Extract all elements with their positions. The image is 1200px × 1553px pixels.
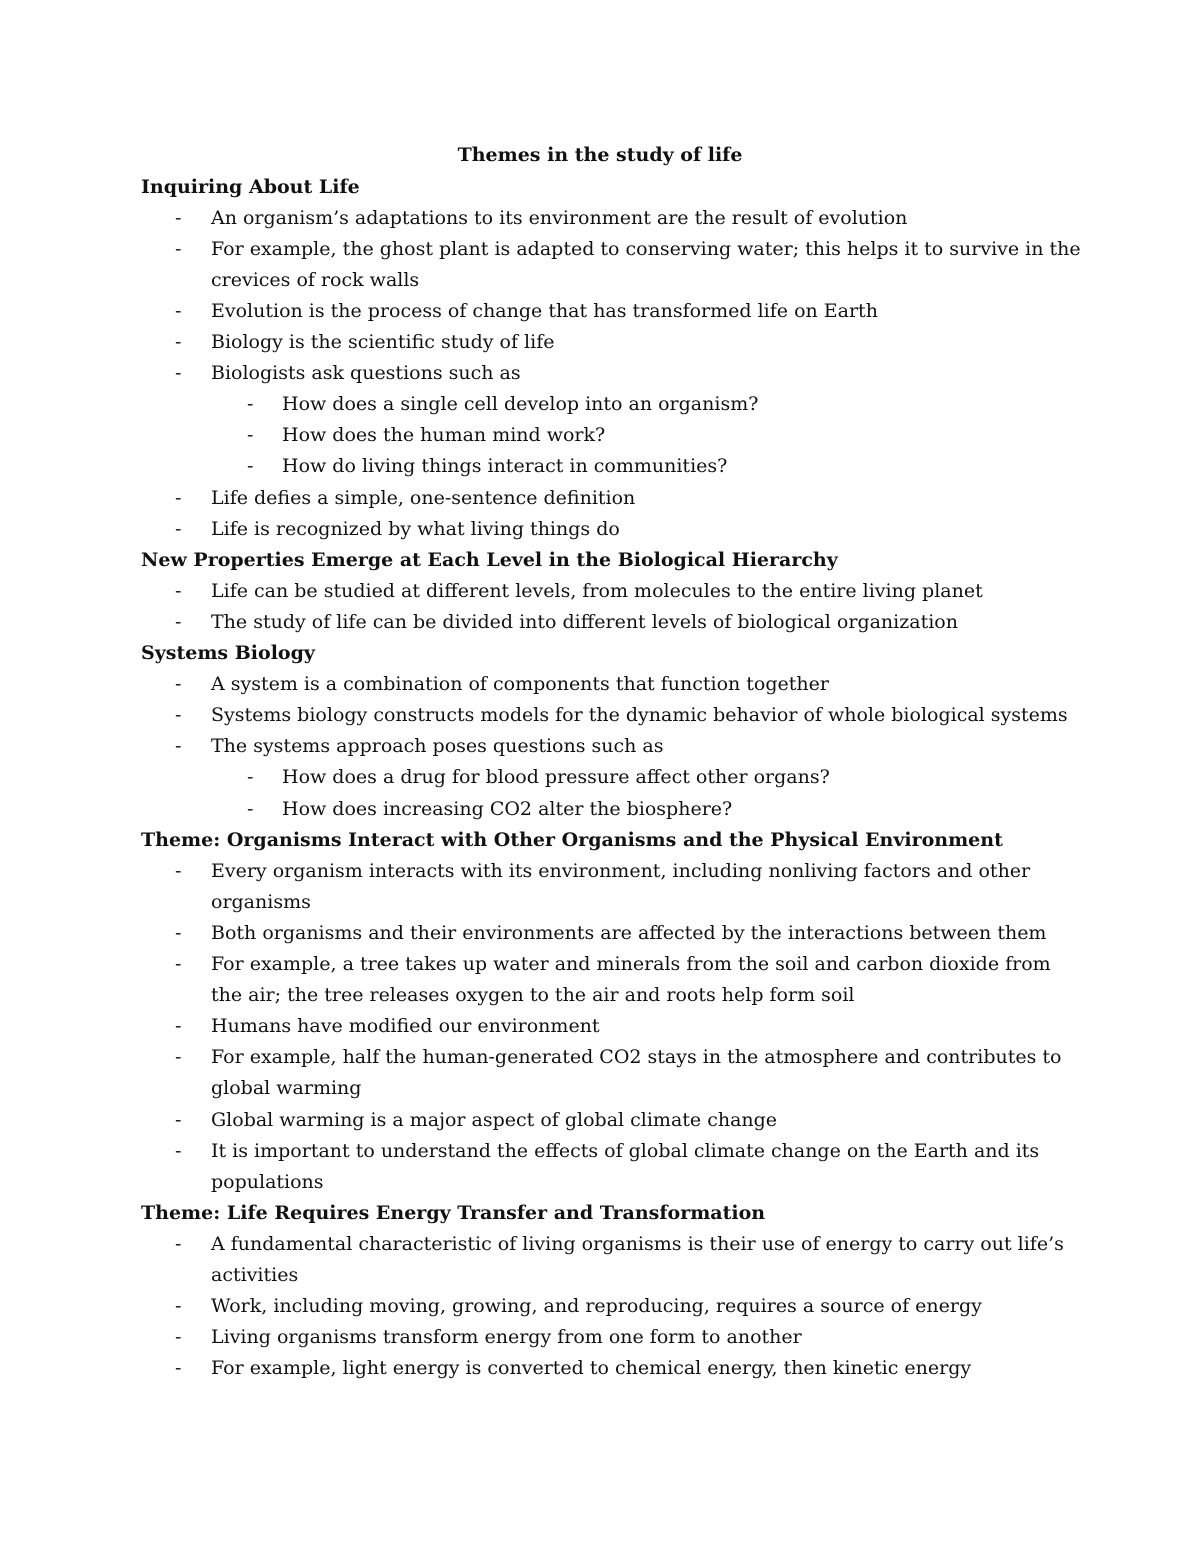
list-item-text: Both organisms and their environments are affected by the interactions between them	[211, 921, 1047, 944]
sub-list-item	[247, 451, 727, 482]
list-item-text: Life is recognized by what living things do	[211, 517, 620, 540]
bullet-dash: -	[175, 1326, 182, 1349]
bullet-dash: -	[247, 797, 254, 820]
bullet-dash: -	[175, 610, 182, 633]
list-item-continuation: populations	[211, 1170, 324, 1193]
list-item	[175, 949, 1051, 1011]
list-item	[175, 576, 983, 607]
list-item	[175, 1042, 1061, 1104]
list-item	[175, 700, 1068, 731]
page-title: Themes in the study of life	[457, 144, 743, 166]
bullet-dash: -	[175, 704, 182, 727]
list-item-continuation: crevices of rock walls	[211, 268, 420, 291]
list-item-continuation: the air; the tree releases oxygen to the air and roots help form soil	[211, 984, 855, 1006]
bullet-dash: -	[175, 1139, 182, 1162]
list-item-text: For example, light energy is converted to chemical energy, then kinetic energy	[211, 1357, 972, 1380]
list-item-text: It is important to understand the effects of global climate change on the Earth and its	[211, 1139, 1040, 1162]
list-item-text: Work, including moving, growing, and reproducing, requires a source of energy	[211, 1295, 982, 1318]
list-item	[175, 1136, 1039, 1198]
bullet-dash: -	[175, 299, 182, 322]
list-item-text: The study of life can be divided into different levels of biological organization	[211, 610, 958, 633]
list-item-continuation: global warming	[211, 1077, 362, 1100]
list-item-text: How does a single cell develop into an organism?	[282, 393, 759, 416]
list-item	[175, 203, 907, 234]
list-item	[175, 856, 1030, 918]
list-item-text: Global warming is a major aspect of global climate change	[211, 1108, 778, 1131]
sub-list-item	[247, 762, 830, 793]
list-item	[175, 358, 521, 389]
list-item	[175, 918, 1046, 949]
list-item	[175, 669, 829, 700]
list-item	[175, 483, 635, 514]
list-item-text: How does a drug for blood pressure affect other organs?	[282, 766, 830, 789]
bullet-dash: -	[175, 1295, 182, 1318]
list-item-text: A system is a combination of components that function together	[211, 673, 829, 696]
list-item	[175, 1105, 777, 1136]
section-heading: New Properties Emerge at Each Level in the Biological Hierarchy	[141, 548, 838, 571]
list-item-text: The systems approach poses questions such as	[211, 735, 664, 758]
section-heading: Inquiring About Life	[141, 175, 360, 198]
list-item-text: Life defies a simple, one-sentence definition	[211, 486, 636, 509]
list-item-continuation: activities	[211, 1263, 299, 1286]
list-item	[175, 607, 958, 638]
bullet-dash: -	[175, 579, 182, 602]
bullet-dash: -	[175, 486, 182, 509]
bullet-dash: -	[247, 766, 254, 789]
list-item-text: A fundamental characteristic of living organisms is their use of energy to carry out life’s	[211, 1232, 1064, 1255]
sub-list-item	[247, 794, 732, 825]
bullet-dash: -	[175, 735, 182, 758]
list-item-text: For example, the ghost plant is adapted to conserving water; this helps it to survive in the	[211, 237, 1081, 260]
bullet-dash: -	[175, 237, 182, 260]
list-item	[175, 327, 554, 358]
bullet-dash: -	[175, 1108, 182, 1131]
list-item	[175, 1353, 971, 1384]
list-item	[175, 514, 620, 545]
bullet-dash: -	[175, 362, 182, 385]
list-item	[175, 234, 1081, 296]
list-item-text: For example, half the human-generated CO2 stays in the atmosphere and contributes to	[211, 1046, 1062, 1069]
bullet-dash: -	[175, 1232, 182, 1255]
bullet-dash: -	[247, 393, 254, 416]
section-heading: Theme: Organisms Interact with Other Organisms and the Physical Environment	[141, 828, 1003, 851]
list-item-text: Systems biology constructs models for the dynamic behavior of whole biological systems	[211, 704, 1068, 727]
list-item-text: How do living things interact in communities?	[282, 455, 728, 478]
sub-list-item	[247, 389, 758, 420]
list-item-text: Evolution is the process of change that has transformed life on Earth	[211, 299, 878, 322]
list-item-text: How does the human mind work?	[282, 424, 606, 447]
bullet-dash: -	[175, 1357, 182, 1380]
list-item	[175, 1322, 802, 1353]
list-item-text: Every organism interacts with its environment, including nonliving factors and other	[211, 859, 1031, 882]
section-heading: Theme: Life Requires Energy Transfer and Transformation	[141, 1201, 766, 1224]
bullet-dash: -	[175, 673, 182, 696]
list-item	[175, 1229, 1064, 1291]
bullet-dash: -	[175, 517, 182, 540]
bullet-dash: -	[175, 1046, 182, 1069]
list-item-text: Biology is the scientific study of life	[211, 331, 555, 353]
list-item-continuation: organisms	[211, 890, 311, 913]
bullet-dash: -	[175, 921, 182, 944]
list-item-text: How does increasing CO2 alter the biosphere?	[282, 797, 733, 820]
list-item	[175, 1011, 600, 1042]
list-item	[175, 296, 878, 327]
list-item-text: For example, a tree takes up water and minerals from the soil and carbon dioxide from	[211, 953, 1051, 975]
bullet-dash: -	[175, 331, 182, 353]
bullet-dash: -	[175, 859, 182, 882]
bullet-dash: -	[175, 206, 182, 229]
list-item-text: Life can be studied at different levels, from molecules to the entire living planet	[211, 579, 983, 602]
sub-list-item	[247, 420, 605, 451]
bullet-dash: -	[175, 1015, 182, 1038]
bullet-dash: -	[247, 424, 254, 447]
list-item-text: Humans have modified our environment	[211, 1015, 600, 1038]
list-item	[175, 731, 663, 762]
list-item-text: Living organisms transform energy from one form to another	[211, 1326, 802, 1349]
list-item-text: Biologists ask questions such as	[211, 362, 521, 385]
list-item-text: An organism’s adaptations to its environment are the result of evolution	[211, 206, 908, 229]
bullet-dash: -	[247, 455, 254, 478]
section-heading: Systems Biology	[141, 642, 315, 664]
bullet-dash: -	[175, 953, 182, 975]
list-item	[175, 1291, 982, 1322]
